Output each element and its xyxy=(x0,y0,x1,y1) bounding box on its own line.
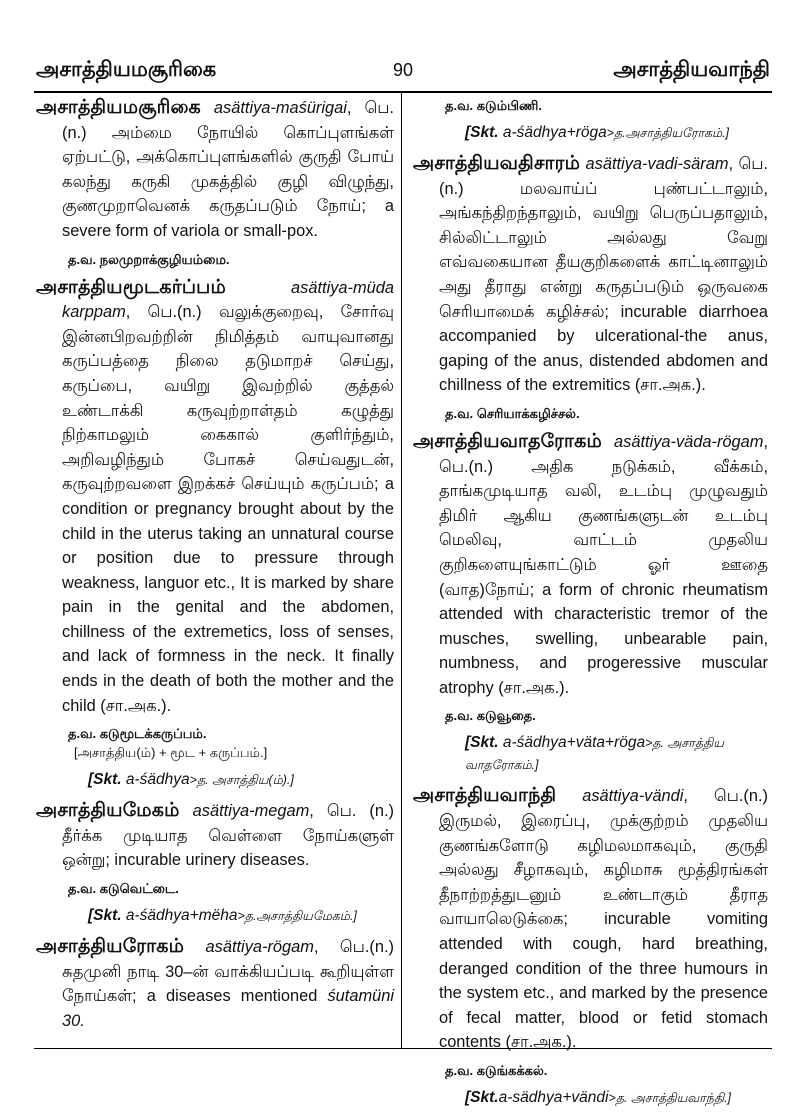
entry-transliteration: asättiya-rögam xyxy=(205,938,314,957)
skt-form: a-sädhya+vändi xyxy=(498,1089,609,1106)
entry-etymology: [அசாத்திய(ம்) + மூட + கருப்பம்.] xyxy=(74,745,268,761)
entry-headword: அசாத்தியரோகம் xyxy=(36,936,185,958)
dictionary-entry xyxy=(413,784,768,1055)
page-number: 90 xyxy=(392,60,414,80)
header-left-headword: அசாத்தியமசூரிகை xyxy=(36,58,217,81)
entry-headword: அசாத்தியவதிசாரம் xyxy=(413,153,581,174)
entry-headword: அசாத்தியவாதரோகம் xyxy=(413,430,602,452)
skt-label: [Skt. xyxy=(465,734,499,752)
dictionary-entry xyxy=(36,276,394,719)
skt-label: [Skt. xyxy=(88,907,122,925)
entry-note: த.வ. கடுவெட்டை. xyxy=(68,881,179,897)
entry-definition: , பெ.(n.) வலுக்குறைவு, சோர்வு இன்னபிறவற்றின் நிமித்தம் வாயுவானது கருப்பத்தை நிலை தடுமாறச் செய்து, கருப்பை, வயிறு இவற்றில் குத்தல் உண்டாக்கி கருவுற்றாள்தம் கழுத்து நிற்காமலும் கைகால் குளிர்ந்தும், அறிவழிந்தும் போகச் செய்வதுடன், கருவுற்றவளை இறக்கச் செய்யும் கருப்பம்; a condition or pregnancy brought about by the child in the uterus taking an unnatural course or position due to pressure through weakness, languor etc., It is marked by share pain in the genital and the abdomen, chillness of the extremetics, loss of senses, and lack of formness in the neck. It finally ends in the death of both the mother and the child (சா.அக.). xyxy=(62,303,394,715)
header-right-headword: அசாத்தியவாந்தி xyxy=(613,58,770,81)
skt-form: a-śädhya+mëha xyxy=(121,907,238,925)
skt-form: a-śädhya xyxy=(121,771,190,789)
sanskrit-etymology xyxy=(465,122,768,144)
entry-definition: , பெ.(n.) அதிக நடுக்கம், வீக்கம், தாங்கமுடியாத வலி, உடம்பு முழுவதும் திமிர் ஆகிய குணங்களுடன் உடம்பு மெலிவு, வாட்டம் முதலிய குறிகளையுங்காட்டும் ஓர் ஊதை (வாத)நோய்; a form of chronic rheumatism attended with characteristic tremor of the musches, swelling, unbearable pain, numbness, and progeressive muscular atrophy (சா.அக.). xyxy=(439,432,768,697)
entry-transliteration: asättiya-megam xyxy=(192,802,310,821)
entry-headword: அசாத்தியமசூரிகை xyxy=(36,97,201,118)
skt-tamil: >த. அசாத்திய(ம்).] xyxy=(189,773,294,788)
column-divider xyxy=(401,93,402,1048)
entry-definition: , பெ.(n.) மலவாய்ப் புண்பட்டாலும், அங்கந்திறந்தாலும், வயிறு பெருப்பதாலும், சில்லிட்டாலும் அல்லது வேறு எவ்வகையான தீயகுறிகளைக் காட்டினாலும் அது தீராது என்று கருதப்படும் ஒருவகை செரியாமைக் கழிச்சல்; incurable diarrhoea accompanied by ulcerational-the anus, gaping of the anus, distended abdomen and chillness of the extremitics (சா.அக.). xyxy=(439,155,768,395)
entry-headword: அசாத்தியமூடகர்ப்பம் xyxy=(36,276,227,298)
entry-transliteration: asättiya-maśürigai xyxy=(213,99,347,117)
entry-definition: , பெ.(n.) சுதமுனி நாடி 30–ன் வாக்கியப்படி கூறியுள்ள நோய்கள்; a diseases mentioned xyxy=(62,938,394,1006)
skt-tamil: >த.அசாத்தியமேகம்.] xyxy=(237,909,357,924)
skt-form: a-śädhya+röga xyxy=(498,124,607,141)
entry-definition: , பெ. (n.) தீர்க்க முடியாத வெள்ளை நோய்களுள் ஒன்று; incurable urinery diseases. xyxy=(62,802,394,870)
entry-transliteration: asättiya-vadi-säram xyxy=(585,155,729,173)
dictionary-entry xyxy=(413,152,768,398)
entry-transliteration: asättiya-väda-rögam xyxy=(614,432,764,451)
dictionary-entry xyxy=(36,935,394,1033)
sanskrit-etymology xyxy=(465,732,768,776)
skt-tamil: >த.அசாத்தியரோகம்.] xyxy=(606,126,729,140)
dictionary-entry xyxy=(413,430,768,701)
left-column xyxy=(36,96,394,1033)
entry-note xyxy=(68,724,394,762)
sanskrit-etymology xyxy=(88,905,394,927)
entry-definition: , பெ.(n.) இருமல், இரைப்பு, முக்குற்றம் முதலிய குணங்களோடு கழிமலமாகவும், குருதி அல்லது சீழாகவும், கழிமாசு மூத்திரங்கள் தீநாற்றத்துடனும் உண்டாகும் தீராத வாயாலெடுக்கை; incurable vomiting attended with cough, hard breathing, deranged condition of the three humours in the system etc., and marked by the presence of fecal matter, blood or fetid stomach contents (சா.அக.). xyxy=(439,787,768,1052)
entry-note: த.வ. கடும்பிணி. xyxy=(445,98,542,113)
entry-note: த.வ. செரியாக்கழிச்சல். xyxy=(445,405,580,421)
dictionary-entry xyxy=(36,96,394,244)
skt-label: [Skt. xyxy=(465,124,499,141)
entry-source: śutamüni 30. xyxy=(62,987,394,1030)
skt-tamil: >த. அசாத்திய வாதரோகம்.] xyxy=(465,736,724,773)
page-header xyxy=(36,58,770,88)
header-rule xyxy=(34,91,772,93)
skt-tamil: >த. அசாத்தியவாந்தி.] xyxy=(608,1091,732,1105)
entry-headword: அசாத்தியவாந்தி xyxy=(413,785,557,807)
entry-transliteration: asättiya-vändi xyxy=(582,787,684,806)
entry-note: த.வ. கடுவூதை. xyxy=(445,708,536,724)
sanskrit-etymology xyxy=(88,769,394,791)
entry-note-text: த.வ. கடுமூடக்கருப்பம். xyxy=(68,726,207,742)
entry-note: த.வ. கடுங்கக்கல். xyxy=(445,1063,548,1078)
entry-headword: அசாத்தியமேகம் xyxy=(36,800,180,822)
right-column xyxy=(413,96,768,1117)
entry-transliteration: asättiya-müda karppam xyxy=(62,278,394,322)
entry-note: த.வ. நலமுறாக்குழியம்மை. xyxy=(68,251,230,267)
sanskrit-etymology xyxy=(465,1087,768,1109)
entry-definition: , பெ.(n.) அம்மை நோயில் கொப்புளங்கள் ஏற்பட்டு, அக்கொப்புளங்களில் குருதி போய் கலந்து கருகி முகத்தில் குழி விழுந்து, குணமுறாவெனக் கருதப்படும் நோய்; a severe form of variola or small-pox. xyxy=(62,99,394,240)
skt-label: [Skt. xyxy=(88,771,122,789)
skt-form: a-śädhya+väta+röga xyxy=(498,734,646,752)
skt-label: [Skt. xyxy=(465,1089,499,1106)
dictionary-entry xyxy=(36,799,394,873)
